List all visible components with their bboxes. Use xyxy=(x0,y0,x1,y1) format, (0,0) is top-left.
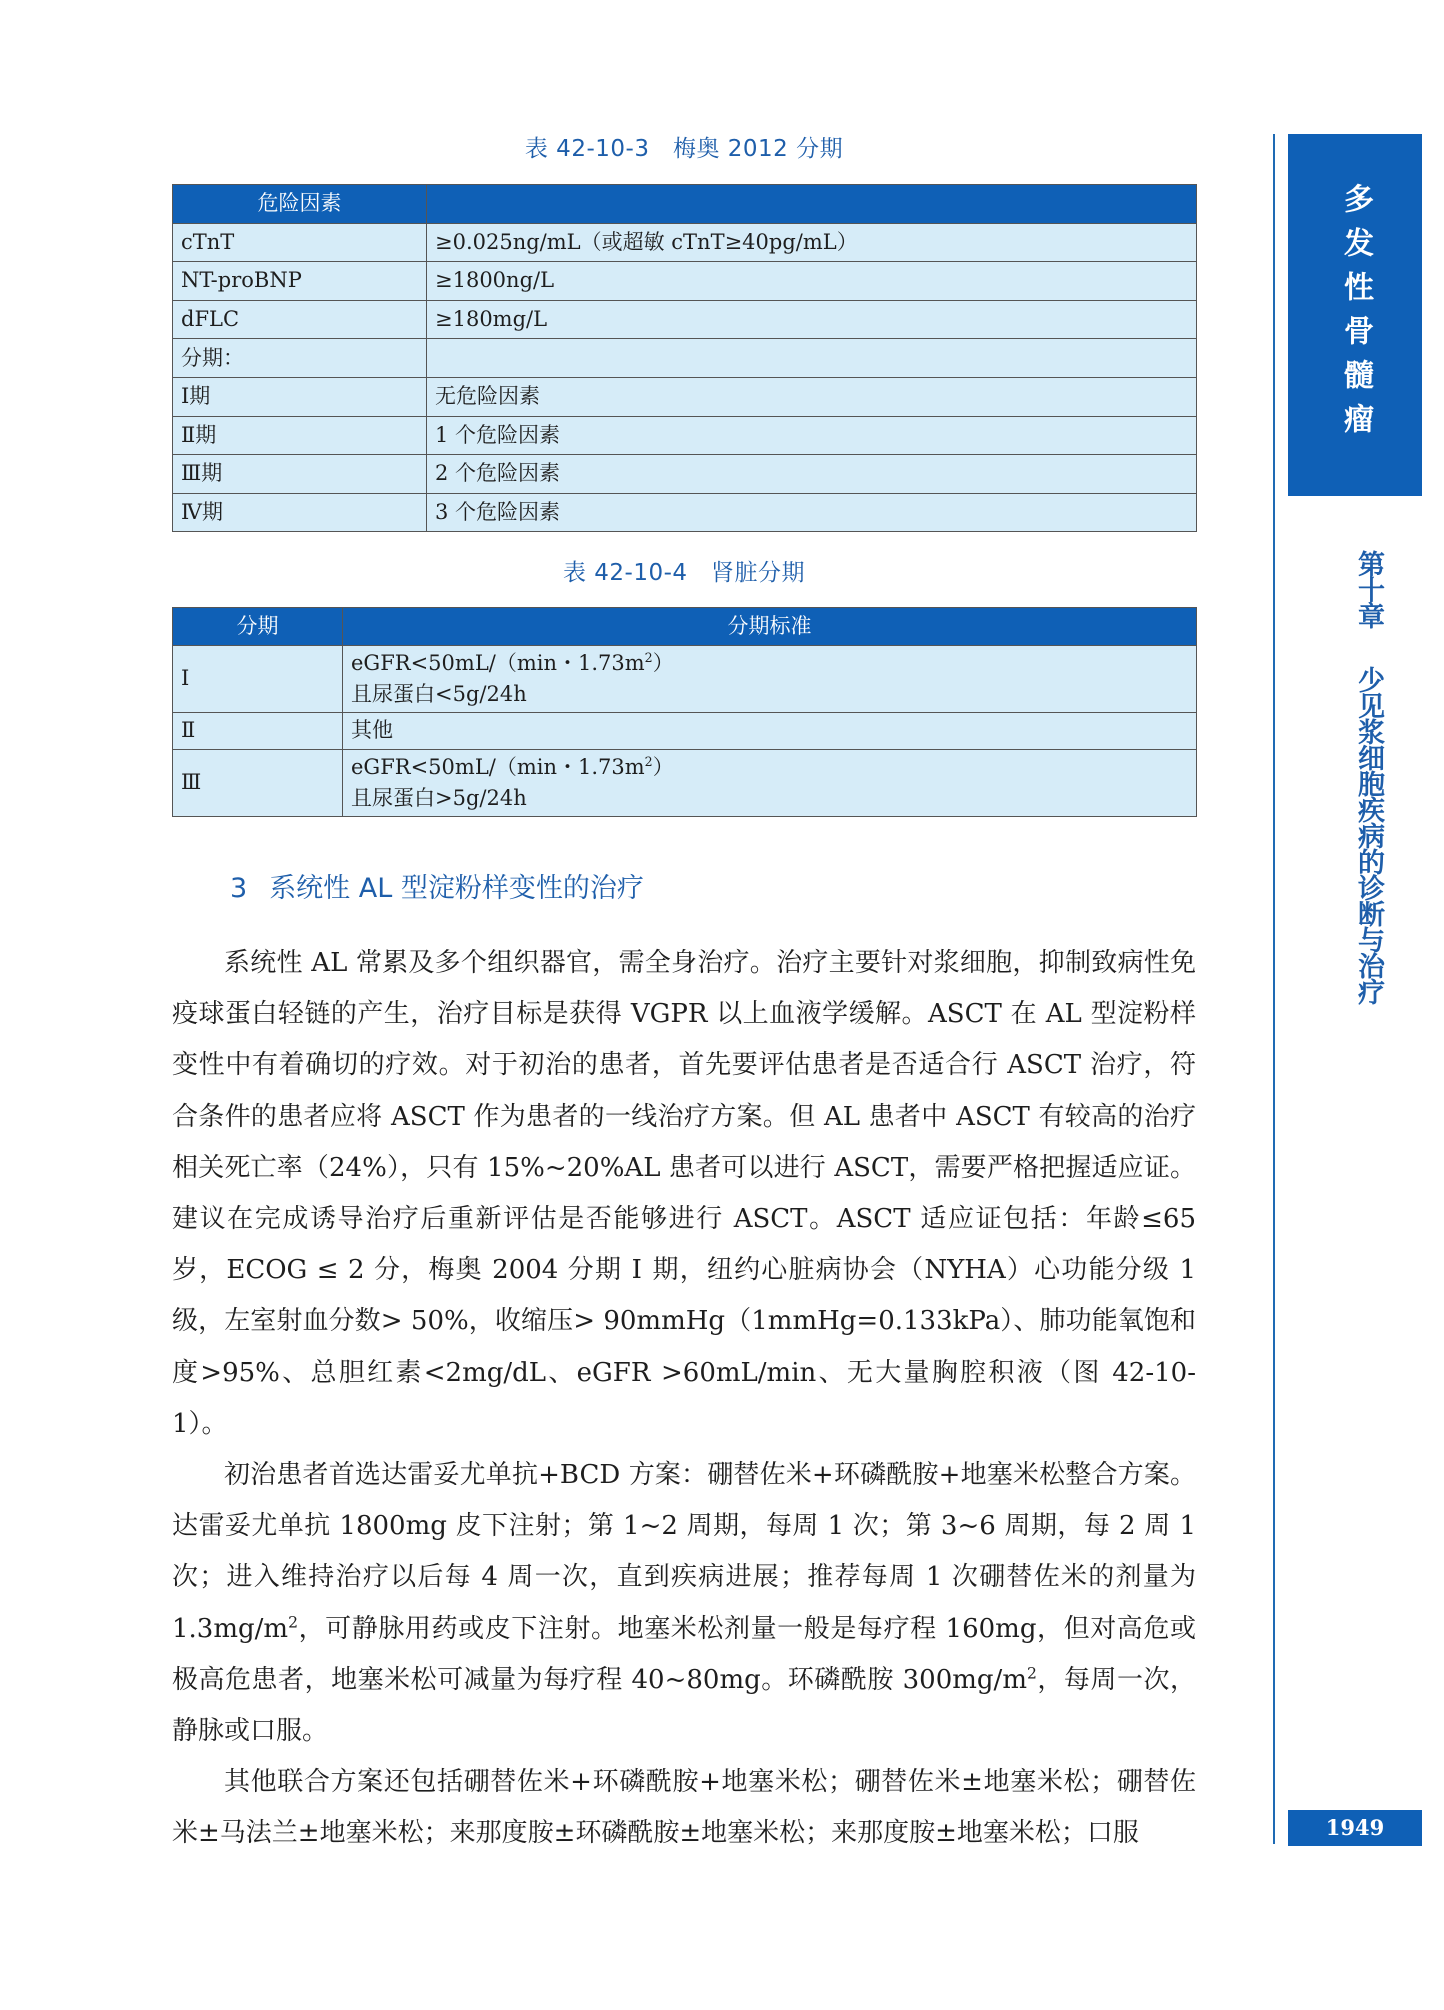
table-cell: Ⅱ xyxy=(173,713,343,750)
criteria-text: eGFR<50mL/（min・1.73m xyxy=(351,651,645,675)
table-row xyxy=(173,455,1197,494)
table-cell: ≥0.025ng/mL（或超敏 cTnT≥40pg/mL） xyxy=(427,223,1197,262)
table-cell: 无危险因素 xyxy=(427,377,1197,416)
section-number: 3 xyxy=(230,873,248,904)
margin-rule xyxy=(1273,134,1275,1844)
paragraph-text: ，每周一次，静脉或口服。 xyxy=(172,1664,1196,1747)
table-cell xyxy=(427,339,1197,378)
paragraph: 系统性 AL 常累及多个组织器官，需全身治疗。治疗主要针对浆细胞，抑制致病性免疫球蛋白轻链的产生，治疗目标是获得 VGPR 以上血液学缓解。ASCT 在 AL 型淀粉样变性中有着确切的疗效。对于初治的患者，首先要评估患者是否适合行 ASCT 治疗，符合条件的患者应将 ASCT 作为患者的一线治疗方案。但 AL 患者中 ASCT 有较高的治疗相关死亡率（24%），只有 15%~20%AL 患者可以进行 ASCT，需要严格把握适应证。建议在完成诱导治疗后重新评估是否能够进行 ASCT。ASCT 适应证包括：年龄≤65 岁，ECOG ≤ 2 分，梅奥 2004 分期 Ⅰ 期，纽约心脏病协会（NYHA）心功能分级 1 级，左室射血分数> 50%，收缩压> 90mmHg（1mmHg=0.133kPa）、肺功能氧饱和度>95%、总胆红素<2mg/dL、eGFR >60mL/min、无大量胸腔积液（图 42-10-1）。 xyxy=(172,948,1196,1439)
superscript: 2 xyxy=(644,754,653,769)
table2-caption: 表 42-10-4 肾脏分期 xyxy=(562,560,806,586)
table-cell: Ⅱ期 xyxy=(173,416,427,455)
criteria-line: 且尿蛋白>5g/24h xyxy=(351,786,527,810)
table-cell: NT-proBNP xyxy=(173,262,427,301)
table-cell xyxy=(343,750,1197,817)
book-title: 多发性骨髓瘤 xyxy=(1338,183,1373,447)
table-row xyxy=(173,750,1197,817)
table-cell: Ⅳ期 xyxy=(173,493,427,532)
table-cell: ≥1800ng/L xyxy=(427,262,1197,301)
table-cell: Ⅰ期 xyxy=(173,377,427,416)
superscript: 2 xyxy=(1026,1664,1037,1683)
table-cell: dFLC xyxy=(173,300,427,339)
kidney-staging-table xyxy=(172,607,1197,817)
table-cell: 2 个危险因素 xyxy=(427,455,1197,494)
table-row xyxy=(173,377,1197,416)
table-row xyxy=(173,713,1197,750)
body-text xyxy=(172,938,1196,1860)
book-title-tab xyxy=(1288,134,1422,496)
table-header-row xyxy=(173,608,1197,646)
paragraph xyxy=(172,1450,1196,1757)
column-header xyxy=(427,185,1197,224)
table-row xyxy=(173,416,1197,455)
page-number: 1949 xyxy=(1288,1810,1422,1846)
column-header: 分期 xyxy=(173,608,343,646)
table-row xyxy=(173,339,1197,378)
paragraph-text: 初治患者首选达雷妥尤单抗+BCD 方案：硼替佐米+环磷酰胺+地塞米松整合方案。达雷妥尤单抗 1800mg 皮下注射；第 1~2 周期，每周 1 次；第 3~6 周期，每 2 周 1 次；进入维持治疗以后每 4 周一次，直到疾病进展；推荐每周 1 次硼替佐米的剂量为 1.3mg/m xyxy=(172,1460,1196,1644)
criteria-text: ） xyxy=(652,651,674,675)
mayo-2012-staging-table xyxy=(172,184,1197,532)
chapter-title: 少见浆细胞疾病的诊断与治疗 xyxy=(1353,666,1384,1004)
chapter-number: 第十章 xyxy=(1353,550,1384,628)
table-row xyxy=(173,262,1197,301)
section-heading xyxy=(230,866,644,905)
table-cell: 分期： xyxy=(173,339,427,378)
table-cell: Ⅲ期 xyxy=(173,455,427,494)
criteria-text: ） xyxy=(652,755,674,779)
table-cell: Ⅲ xyxy=(173,750,343,817)
table-row xyxy=(173,646,1197,713)
criteria-text: eGFR<50mL/（min・1.73m xyxy=(351,755,645,779)
table-row xyxy=(173,223,1197,262)
table-cell xyxy=(343,646,1197,713)
table-cell: 其他 xyxy=(343,713,1197,750)
superscript: 2 xyxy=(644,650,653,665)
table-cell: cTnT xyxy=(173,223,427,262)
table-cell: 1 个危险因素 xyxy=(427,416,1197,455)
table1-caption: 表 42-10-3 梅奥 2012 分期 xyxy=(524,136,844,162)
column-header: 危险因素 xyxy=(173,185,427,224)
criteria-line: 且尿蛋白<5g/24h xyxy=(351,682,527,706)
superscript: 2 xyxy=(288,1612,298,1631)
table-row xyxy=(173,493,1197,532)
column-header: 分期标准 xyxy=(343,608,1197,646)
criteria-line xyxy=(351,648,1188,679)
table-row xyxy=(173,300,1197,339)
section-title: 系统性 AL 型淀粉样变性的治疗 xyxy=(269,873,644,904)
paragraph: 其他联合方案还包括硼替佐米+环磷酰胺+地塞米松；硼替佐米±地塞米松；硼替佐米±马法兰±地塞米松；来那度胺±环磷酰胺±地塞米松；来那度胺±地塞米松；口服 xyxy=(172,1767,1196,1849)
table-header-row xyxy=(173,185,1197,224)
chapter-heading xyxy=(1322,550,1382,1004)
table-cell: 3 个危险因素 xyxy=(427,493,1197,532)
criteria-line xyxy=(351,752,1188,783)
table-cell: Ⅰ xyxy=(173,646,343,713)
table-cell: ≥180mg/L xyxy=(427,300,1197,339)
paragraph-text: ，可静脉用药或皮下注射。地塞米松剂量一般是每疗程 160mg，但对高危或极高危患者，地塞米松可减量为每疗程 40~80mg。环磷酰胺 300mg/m xyxy=(172,1613,1196,1695)
